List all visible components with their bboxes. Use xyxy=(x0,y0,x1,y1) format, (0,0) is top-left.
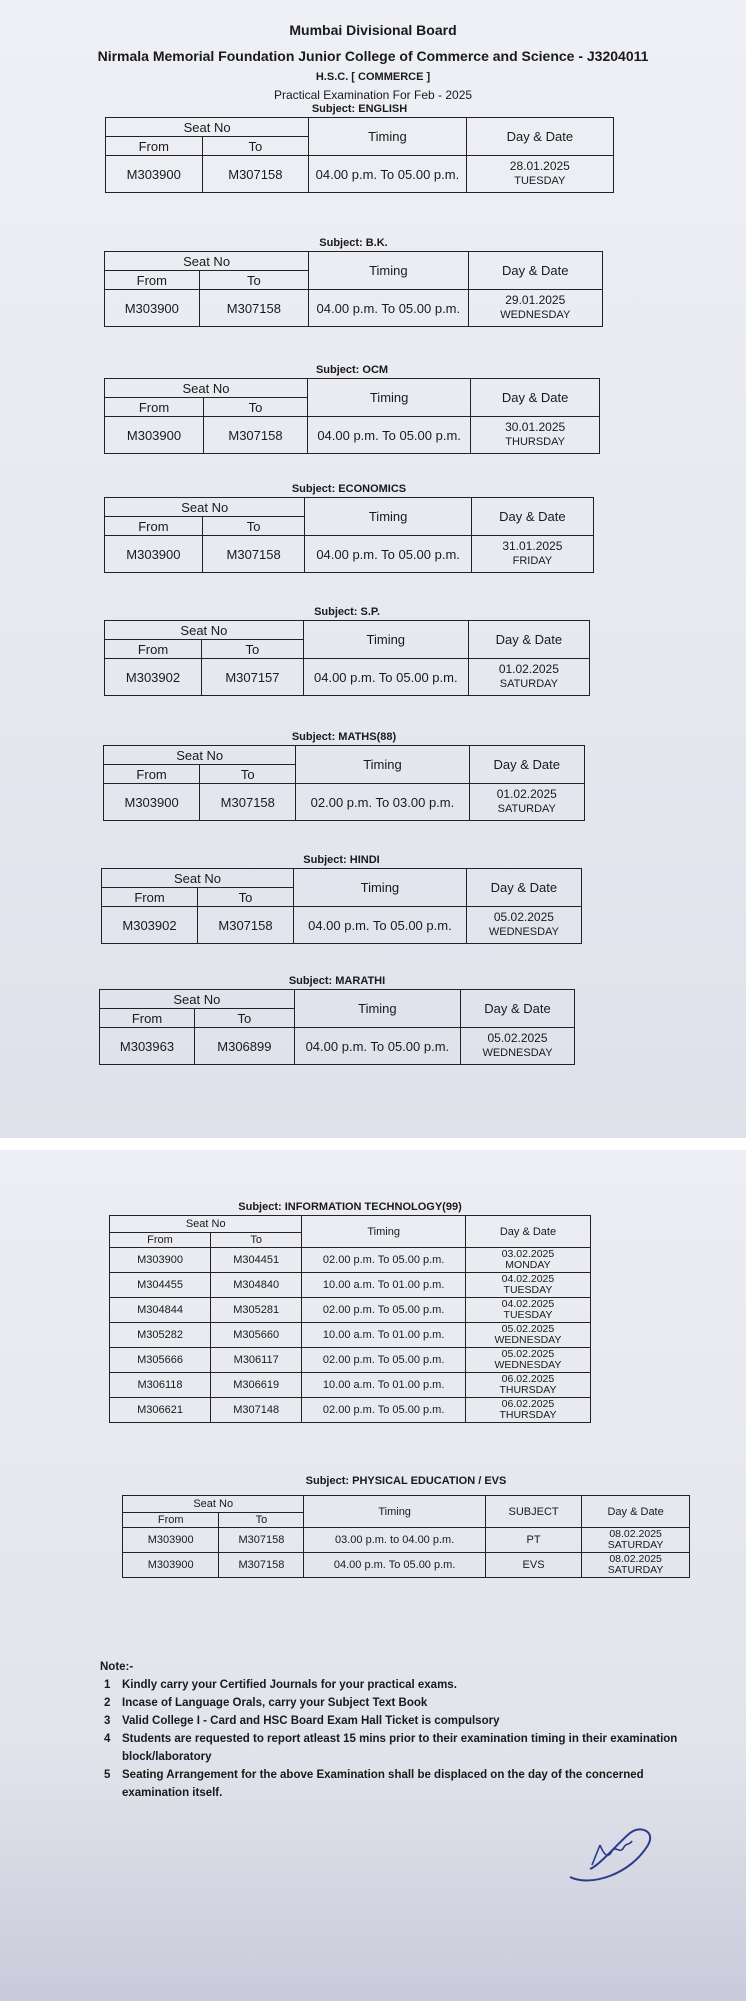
seat-no-header: Seat No xyxy=(100,990,295,1009)
seat-no-header: Seat No xyxy=(105,379,308,398)
note-text: Kindly carry your Certified Journals for your practical exams. xyxy=(122,1679,457,1691)
note-text: Seating Arrangement for the above Examination shall be displaced on the day of the concerned examination itself. xyxy=(122,1769,644,1799)
seat-no-header: Seat No xyxy=(102,869,294,888)
subject-title: Subject: MATHS(88) xyxy=(291,731,397,743)
timing-header: Timing xyxy=(296,746,469,784)
seat-no-header: Seat No xyxy=(110,1216,302,1233)
day-date xyxy=(468,290,602,327)
schedule-table xyxy=(103,745,585,821)
timing: 04.00 p.m. To 05.00 p.m. xyxy=(304,1553,485,1578)
it-schedule-table xyxy=(109,1215,591,1423)
exam-date: 06.02.2025 xyxy=(501,1373,555,1385)
notes-section xyxy=(100,1658,704,1802)
timing-header: Timing xyxy=(302,1216,466,1248)
day-date-header: Day & Date xyxy=(461,990,575,1028)
subject-schedule-block xyxy=(103,730,585,821)
exam-date: 01.02.2025 xyxy=(496,787,557,801)
exam-day: MONDAY xyxy=(505,1259,551,1271)
subject-schedule-block xyxy=(104,363,600,454)
seat-no-header: Seat No xyxy=(104,746,296,765)
day-date-header: Day & Date xyxy=(468,621,589,659)
seat-to: M307158 xyxy=(202,156,309,193)
timing: 04.00 p.m. To 05.00 p.m. xyxy=(305,536,471,573)
exam-date: 04.02.2025 xyxy=(501,1298,555,1310)
seat-to: M307158 xyxy=(200,784,296,821)
to-header: To xyxy=(198,888,294,907)
seat-from: M305282 xyxy=(110,1323,211,1348)
note-number: 3 xyxy=(104,1715,111,1727)
exam-day: WEDNESDAY xyxy=(488,926,559,938)
seat-to: M307158 xyxy=(204,417,308,454)
exam-title: Practical Examination For Feb - 2025 xyxy=(273,88,473,102)
subject-schedule-block xyxy=(104,236,603,327)
from-header: From xyxy=(106,137,203,156)
stream-name: H.S.C. [ COMMERCE ] xyxy=(315,71,431,83)
from-header: From xyxy=(123,1513,219,1528)
seat-from: M306621 xyxy=(110,1398,211,1423)
note-item xyxy=(104,1676,704,1694)
day-date-header: Day & Date xyxy=(471,379,600,417)
note-number: 5 xyxy=(104,1769,111,1781)
day-date-header: Day & Date xyxy=(469,746,584,784)
seat-from: M305666 xyxy=(110,1348,211,1373)
seat-from: M303900 xyxy=(105,417,204,454)
table-row xyxy=(106,156,614,193)
exam-date: 28.01.2025 xyxy=(509,159,570,173)
exam-day: SATURDAY xyxy=(497,803,556,815)
subject-title: Subject: B.K. xyxy=(319,237,388,249)
day-date-header: Day & Date xyxy=(582,1496,690,1528)
table-row xyxy=(104,784,585,821)
exam-date: 05.02.2025 xyxy=(501,1348,555,1360)
day-date xyxy=(466,156,613,193)
from-header: From xyxy=(100,1009,195,1028)
table-row xyxy=(110,1323,591,1348)
subject-schedule-block xyxy=(104,605,590,696)
seat-from: M303900 xyxy=(105,290,200,327)
table-row xyxy=(123,1553,690,1578)
seat-to: M306899 xyxy=(195,1028,295,1065)
note-text: Valid College I - Card and HSC Board Exam Hall Ticket is compulsory xyxy=(122,1715,500,1727)
day-date xyxy=(471,417,600,454)
subject-title: Subject: HINDI xyxy=(303,854,380,866)
subject-schedule-block xyxy=(99,974,575,1065)
timing: 10.00 a.m. To 01.00 p.m. xyxy=(302,1323,466,1348)
subject-code: EVS xyxy=(485,1553,581,1578)
table-row xyxy=(110,1273,591,1298)
to-header: To xyxy=(199,271,309,290)
subject-schedule-block xyxy=(101,853,582,944)
seat-to: M307158 xyxy=(219,1553,304,1578)
timing: 10.00 a.m. To 01.00 p.m. xyxy=(302,1373,466,1398)
to-header: To xyxy=(211,1233,302,1248)
timing: 02.00 p.m. To 05.00 p.m. xyxy=(302,1248,466,1273)
from-header: From xyxy=(102,888,198,907)
day-date-header: Day & Date xyxy=(465,1216,590,1248)
seat-from: M303900 xyxy=(106,156,203,193)
college-name: Nirmala Memorial Foundation Junior College of Commerce and Science - J3204011 xyxy=(97,48,649,64)
from-header: From xyxy=(104,765,200,784)
exam-date: 08.02.2025 xyxy=(609,1528,662,1540)
table-row xyxy=(110,1373,591,1398)
from-header: From xyxy=(105,271,200,290)
subject-title: Subject: MARATHI xyxy=(288,975,386,987)
day-date xyxy=(465,1373,590,1398)
exam-day: TUESDAY xyxy=(503,1309,553,1321)
exam-date: 31.01.2025 xyxy=(502,539,563,553)
seat-no-header: Seat No xyxy=(105,621,304,640)
timing: 02.00 p.m. To 05.00 p.m. xyxy=(302,1398,466,1423)
schedule-table xyxy=(99,989,575,1065)
note-item xyxy=(104,1730,704,1766)
timing-header: Timing xyxy=(307,379,470,417)
exam-day: SATURDAY xyxy=(607,1564,664,1576)
subject-title: Subject: OCM xyxy=(315,364,389,376)
table-row xyxy=(105,536,594,573)
exam-date: 05.02.2025 xyxy=(493,910,554,924)
seat-to: M306117 xyxy=(211,1348,302,1373)
table-row xyxy=(105,417,600,454)
note-number: 2 xyxy=(104,1697,111,1709)
timing: 10.00 a.m. To 01.00 p.m. xyxy=(302,1273,466,1298)
day-date xyxy=(465,1273,590,1298)
day-date-header: Day & Date xyxy=(466,118,613,156)
table-row xyxy=(110,1348,591,1373)
day-date xyxy=(469,784,584,821)
day-date xyxy=(471,536,593,573)
timing-header: Timing xyxy=(309,252,468,290)
to-header: To xyxy=(202,517,305,536)
timing: 02.00 p.m. To 05.00 p.m. xyxy=(302,1298,466,1323)
note-text: Incase of Language Orals, carry your Subject Text Book xyxy=(122,1697,428,1709)
table-row xyxy=(105,659,590,696)
day-date xyxy=(468,659,589,696)
schedule-table xyxy=(104,378,600,454)
to-header: To xyxy=(202,137,309,156)
schedule-table xyxy=(105,117,614,193)
note-item xyxy=(104,1766,704,1802)
exam-day: THURSDAY xyxy=(505,436,565,448)
day-date xyxy=(465,1323,590,1348)
seat-from: M303963 xyxy=(100,1028,195,1065)
day-date xyxy=(466,907,581,944)
timing: 04.00 p.m. To 05.00 p.m. xyxy=(309,156,466,193)
exam-date: 01.02.2025 xyxy=(498,662,559,676)
seat-no-header: Seat No xyxy=(105,252,309,271)
exam-day: SATURDAY xyxy=(607,1539,664,1551)
from-header: From xyxy=(110,1233,211,1248)
timing-header: Timing xyxy=(304,1496,485,1528)
seat-from: M303900 xyxy=(104,784,200,821)
note-item xyxy=(104,1712,704,1730)
subject-header: SUBJECT xyxy=(485,1496,581,1528)
board-name: Mumbai Divisional Board xyxy=(289,22,457,38)
subject-title: Subject: S.P. xyxy=(314,606,380,618)
note-number: 1 xyxy=(104,1679,111,1691)
exam-date: 04.02.2025 xyxy=(501,1273,555,1285)
day-date xyxy=(461,1028,575,1065)
exam-day: FRIDAY xyxy=(512,555,553,567)
exam-day: THURSDAY xyxy=(499,1409,557,1421)
seat-to: M304840 xyxy=(211,1273,302,1298)
exam-day: SATURDAY xyxy=(499,678,558,690)
exam-day: WEDNESDAY xyxy=(482,1047,553,1059)
subject-title: Subject: PHYSICAL EDUCATION / EVS xyxy=(305,1475,507,1487)
exam-date: 29.01.2025 xyxy=(505,293,566,307)
subject-title: Subject: INFORMATION TECHNOLOGY(99) xyxy=(238,1201,462,1213)
seat-to: M307148 xyxy=(211,1398,302,1423)
seat-to: M307158 xyxy=(199,290,309,327)
timing-header: Timing xyxy=(303,621,468,659)
subject-schedule-block xyxy=(105,102,614,193)
exam-date: 03.02.2025 xyxy=(501,1248,555,1260)
seat-from: M304455 xyxy=(110,1273,211,1298)
timing: 04.00 p.m. To 05.00 p.m. xyxy=(294,907,467,944)
seat-to: M306619 xyxy=(211,1373,302,1398)
subject-code: PT xyxy=(485,1528,581,1553)
exam-date: 30.01.2025 xyxy=(505,420,566,434)
note-text: Students are requested to report atleast 15 mins prior to their examination timing in their examination block/laboratory xyxy=(122,1733,678,1763)
table-row xyxy=(105,290,603,327)
it-schedule-block xyxy=(109,1200,591,1423)
to-header: To xyxy=(219,1513,304,1528)
seat-from: M303900 xyxy=(105,536,203,573)
timing: 04.00 p.m. To 05.00 p.m. xyxy=(307,417,470,454)
from-header: From xyxy=(105,517,203,536)
timing-header: Timing xyxy=(305,498,471,536)
exam-date: 06.02.2025 xyxy=(501,1398,555,1410)
exam-day: THURSDAY xyxy=(499,1384,557,1396)
seat-no-header: Seat No xyxy=(106,118,309,137)
seat-from: M303900 xyxy=(110,1248,211,1273)
seat-from: M303902 xyxy=(105,659,202,696)
timing-header: Timing xyxy=(309,118,466,156)
to-header: To xyxy=(195,1009,295,1028)
exam-day: WEDNESDAY xyxy=(494,1359,562,1371)
day-date-header: Day & Date xyxy=(466,869,581,907)
exam-date: 05.02.2025 xyxy=(487,1031,548,1045)
pe-schedule-table xyxy=(122,1495,690,1578)
seat-to: M305660 xyxy=(211,1323,302,1348)
seat-to: M307158 xyxy=(219,1528,304,1553)
timing: 02.00 p.m. To 05.00 p.m. xyxy=(302,1348,466,1373)
table-row xyxy=(102,907,582,944)
day-date xyxy=(582,1528,690,1553)
timing: 03.00 p.m. to 04.00 p.m. xyxy=(304,1528,485,1553)
seat-from: M303902 xyxy=(102,907,198,944)
day-date xyxy=(465,1398,590,1423)
table-row xyxy=(123,1528,690,1553)
signature xyxy=(560,1815,660,1895)
subject-schedule-block xyxy=(104,482,594,573)
schedule-table xyxy=(104,497,594,573)
exam-date: 05.02.2025 xyxy=(501,1323,555,1335)
day-date-header: Day & Date xyxy=(471,498,593,536)
exam-day: TUESDAY xyxy=(514,175,566,187)
timing: 04.00 p.m. To 05.00 p.m. xyxy=(303,659,468,696)
from-header: From xyxy=(105,398,204,417)
exam-day: WEDNESDAY xyxy=(500,309,571,321)
seat-no-header: Seat No xyxy=(105,498,305,517)
day-date-header: Day & Date xyxy=(468,252,602,290)
seat-from: M303900 xyxy=(123,1528,219,1553)
timing: 04.00 p.m. To 05.00 p.m. xyxy=(309,290,468,327)
seat-to: M307158 xyxy=(202,536,305,573)
timing: 04.00 p.m. To 05.00 p.m. xyxy=(294,1028,460,1065)
to-header: To xyxy=(202,640,304,659)
exam-date: 08.02.2025 xyxy=(609,1553,662,1565)
schedule-table xyxy=(101,868,582,944)
seat-to: M304451 xyxy=(211,1248,302,1273)
note-item xyxy=(104,1694,704,1712)
pe-schedule-block xyxy=(122,1474,690,1578)
day-date xyxy=(582,1553,690,1578)
note-number: 4 xyxy=(104,1733,111,1745)
exam-day: WEDNESDAY xyxy=(494,1334,562,1346)
schedule-table xyxy=(104,251,603,327)
schedule-table xyxy=(104,620,590,696)
timing-header: Timing xyxy=(294,990,460,1028)
table-row xyxy=(110,1398,591,1423)
subject-title: Subject: ECONOMICS xyxy=(291,483,407,495)
exam-day: TUESDAY xyxy=(503,1284,553,1296)
seat-to: M307157 xyxy=(202,659,304,696)
table-row xyxy=(110,1298,591,1323)
notes-title: Note:- xyxy=(100,1661,134,1673)
table-row xyxy=(100,1028,575,1065)
to-header: To xyxy=(200,765,296,784)
table-row xyxy=(110,1248,591,1273)
seat-from: M306118 xyxy=(110,1373,211,1398)
seat-from: M303900 xyxy=(123,1553,219,1578)
to-header: To xyxy=(204,398,308,417)
seat-no-header: Seat No xyxy=(123,1496,304,1513)
day-date xyxy=(465,1348,590,1373)
seat-from: M304844 xyxy=(110,1298,211,1323)
seat-to: M305281 xyxy=(211,1298,302,1323)
day-date xyxy=(465,1298,590,1323)
day-date xyxy=(465,1248,590,1273)
timing: 02.00 p.m. To 03.00 p.m. xyxy=(296,784,469,821)
timing-header: Timing xyxy=(294,869,467,907)
from-header: From xyxy=(105,640,202,659)
subject-title: Subject: ENGLISH xyxy=(311,103,408,115)
seat-to: M307158 xyxy=(198,907,294,944)
